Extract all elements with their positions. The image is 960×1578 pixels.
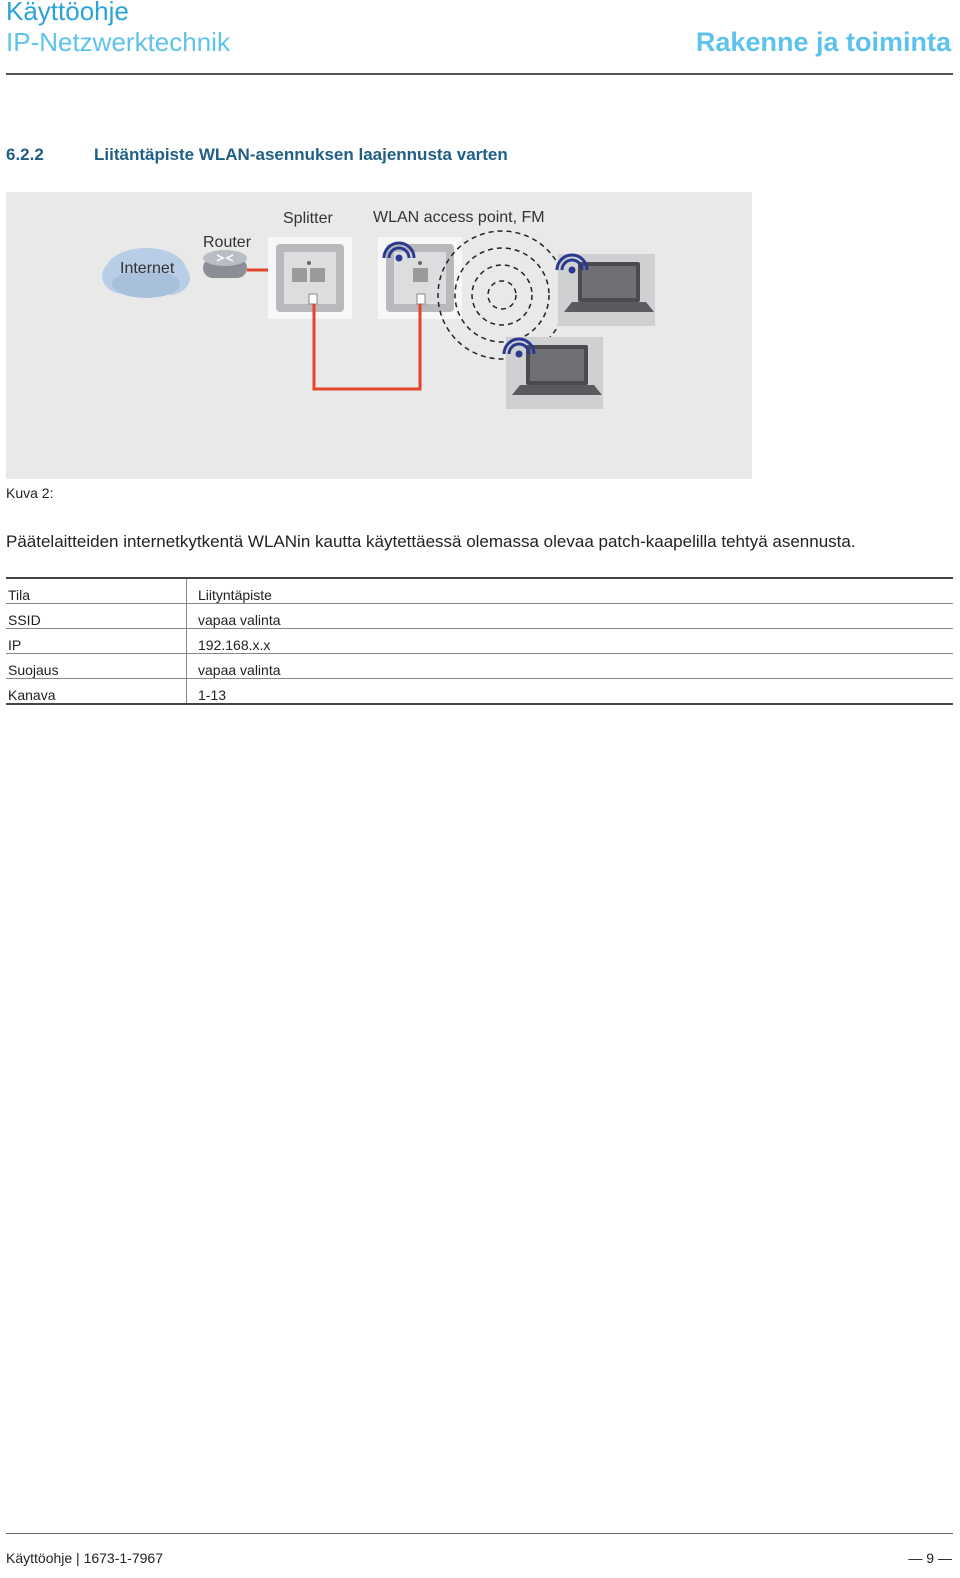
access-point-label: WLAN access point, FM <box>373 209 545 226</box>
table-key: SSID <box>6 604 187 629</box>
document-subtitle: IP-Netzwerktechnik <box>6 27 230 57</box>
table-row <box>6 654 953 679</box>
table-key: Suojaus <box>6 654 187 679</box>
table-row <box>6 578 953 604</box>
network-diagram <box>6 192 752 479</box>
table-value: vapaa valinta <box>187 604 954 629</box>
laptop-icon <box>558 254 655 326</box>
section-title: Liitäntäpiste WLAN-asennuksen laajennusta varten <box>94 145 508 164</box>
figure-caption-label: Kuva 2: <box>6 485 54 501</box>
section-number: 6.2.2 <box>6 145 44 164</box>
header-divider <box>6 73 953 75</box>
router-label: Router <box>203 234 252 251</box>
table-key: Tila <box>6 578 187 604</box>
table-key: IP <box>6 629 187 654</box>
document-title: Käyttöohje <box>6 0 129 26</box>
settings-table <box>6 577 953 705</box>
table-key: Kanava <box>6 679 187 705</box>
page-number: — 9 — <box>908 1550 952 1566</box>
router-icon <box>203 250 247 278</box>
table-value: 1-13 <box>187 679 954 705</box>
table-row <box>6 629 953 654</box>
diagram-graphics <box>6 192 752 479</box>
table-row <box>6 679 953 705</box>
table-value: vapaa valinta <box>187 654 954 679</box>
splitter-socket-icon <box>268 237 352 319</box>
table-value: Liityntäpiste <box>187 578 954 604</box>
footer-document-id: Käyttöohje | 1673-1-7967 <box>6 1550 163 1566</box>
chapter-title: Rakenne ja toiminta <box>695 27 951 57</box>
laptop-icon <box>506 337 603 409</box>
figure-caption: Päätelaitteiden internetkytkentä WLANin kautta käytettäessä olemassa olevaa patch-kaapelilla tehtyä asennusta. <box>6 532 856 551</box>
table-value: 192.168.x.x <box>187 629 954 654</box>
splitter-label: Splitter <box>283 210 333 227</box>
internet-label: Internet <box>120 260 175 277</box>
footer-divider <box>6 1533 953 1534</box>
table-row <box>6 604 953 629</box>
